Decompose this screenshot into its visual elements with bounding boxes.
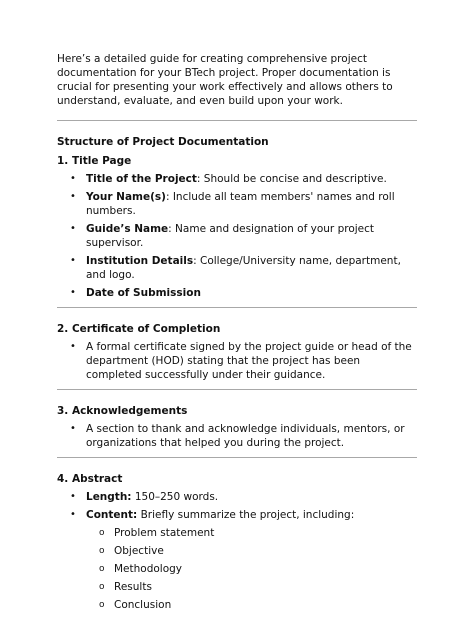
list-item [57, 422, 417, 450]
item-text: : College/University name, department, and logo. [86, 255, 401, 281]
item-label: Content: [86, 509, 138, 521]
abstract-list [57, 490, 417, 522]
circle-bullet-icon: o [99, 600, 105, 610]
list-item [57, 508, 417, 522]
certificate-list [57, 340, 417, 382]
circle-bullet-icon: o [99, 582, 105, 592]
item-text: 150–250 words. [131, 491, 219, 503]
intro-paragraph: Here’s a detailed guide for creating comprehensive project documentation for your BTech project. Proper documentation is crucial for presenting your work effectively and allows others to understand, evaluate, and even build upon your work. [57, 53, 393, 107]
bullet-icon: • [70, 173, 76, 184]
bullet-icon: • [70, 509, 76, 520]
section-heading-certificate: 2. Certificate of Completion [57, 323, 221, 335]
item-label: Institution Details [86, 255, 194, 267]
item-label: Length: [86, 491, 132, 503]
sublist-item [57, 526, 417, 540]
list-item [57, 172, 417, 186]
item-label: Date of Submission [86, 287, 201, 299]
item-text: Briefly summarize the project, including: [137, 509, 355, 521]
item-text: A formal certificate signed by the project guide or head of the department (HOD) stating that the project has been completed successfully under their guidance. [86, 341, 412, 381]
list-item [57, 490, 417, 504]
item-text: : Should be concise and descriptive. [196, 173, 387, 185]
item-text: : Include all team members' names and roll numbers. [86, 191, 395, 217]
subitem-text: Results [114, 581, 152, 593]
list-item [57, 190, 417, 218]
sublist-item [57, 580, 417, 594]
item-label: Your Name(s) [86, 191, 166, 203]
sublist-item [57, 598, 417, 612]
item-text: A section to thank and acknowledge individuals, mentors, or organizations that helped you during the project. [86, 423, 405, 449]
bullet-icon: • [70, 491, 76, 502]
sublist-item [57, 562, 417, 576]
bullet-icon: • [70, 341, 76, 352]
subitem-text: Conclusion [114, 599, 172, 611]
structure-heading: Structure of Project Documentation [57, 136, 269, 148]
list-item [57, 286, 417, 300]
list-item [57, 254, 417, 282]
item-label: Guide’s Name [86, 223, 169, 235]
title-page-list [57, 172, 417, 300]
item-text: : Name and designation of your project supervisor. [86, 223, 375, 249]
circle-bullet-icon: o [99, 528, 105, 538]
subitem-text: Methodology [114, 563, 183, 575]
bullet-icon: • [70, 191, 76, 202]
subitem-text: Problem statement [114, 527, 215, 539]
sublist-item [57, 544, 417, 558]
bullet-icon: • [70, 287, 76, 298]
abstract-sublist [57, 526, 417, 612]
circle-bullet-icon: o [99, 546, 105, 556]
bullet-icon: • [70, 223, 76, 234]
list-item [57, 222, 417, 250]
circle-bullet-icon: o [99, 564, 105, 574]
item-label: Title of the Project [86, 173, 197, 185]
subitem-text: Objective [114, 545, 164, 557]
section-heading-abstract: 4. Abstract [57, 473, 123, 485]
bullet-icon: • [70, 255, 76, 266]
bullet-icon: • [70, 423, 76, 434]
section-heading-acknowledgements: 3. Acknowledgements [57, 405, 188, 417]
document-page [57, 52, 417, 612]
acknowledgements-list [57, 422, 417, 450]
section-heading-title-page: 1. Title Page [57, 155, 132, 167]
list-item [57, 340, 417, 382]
